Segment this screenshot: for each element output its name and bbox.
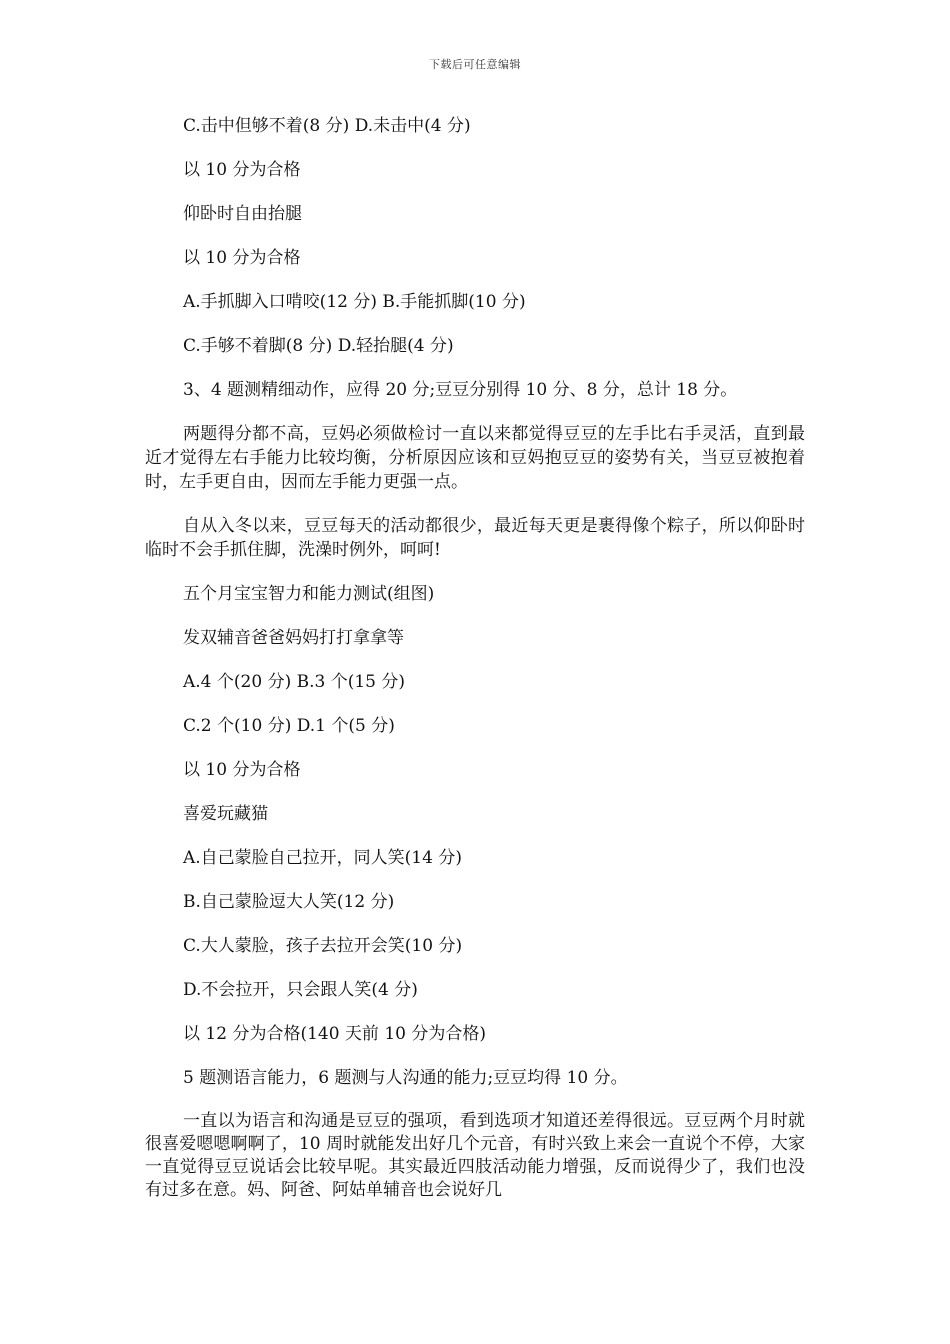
page-header: 下载后可任意编辑 — [429, 58, 521, 71]
text-line: 发双辅音爸爸妈妈打打拿拿等 — [183, 628, 404, 648]
text-line: A.自己蒙脸自己拉开，同人笑(14 分) — [183, 848, 462, 868]
text-line: 3、4 题测精细动作，应得 20 分;豆豆分别得 10 分、8 分，总计 18 分。 — [183, 380, 738, 400]
text-line: B.自己蒙脸逗大人笑(12 分) — [183, 892, 395, 912]
document-body — [145, 114, 805, 1222]
text-line: 喜爱玩藏猫 — [183, 804, 268, 824]
text-line: 以 10 分为合格 — [183, 248, 301, 268]
paragraph: 两题得分都不高，豆妈必须做检讨一直以来都觉得豆豆的左手比右手灵活，直到最近才觉得左右手能力比较均衡，分析原因应该和豆妈抱豆豆的姿势有关，当豆豆被抱着时，左手更自由，因而左手能力更强一点。 — [145, 424, 805, 492]
text-line: 以 10 分为合格 — [183, 160, 301, 180]
section-title: 五个月宝宝智力和能力测试(组图) — [183, 584, 435, 604]
text-line: A.手抓脚入口啃咬(12 分) B.手能抓脚(10 分) — [183, 292, 526, 312]
text-line: A.4 个(20 分) B.3 个(15 分) — [183, 672, 406, 692]
text-line: C.大人蒙脸，孩子去拉开会笑(10 分) — [183, 936, 463, 956]
text-line: C.2 个(10 分) D.1 个(5 分) — [183, 716, 395, 736]
paragraph: 自从入冬以来，豆豆每天的活动都很少，最近每天更是裹得像个粽子，所以仰卧时临时不会手抓住脚，洗澡时例外，呵呵! — [145, 516, 805, 560]
text-line: D.不会拉开，只会跟人笑(4 分) — [183, 980, 418, 1000]
text-line: C.击中但够不着(8 分) D.未击中(4 分) — [183, 116, 471, 136]
text-line: C.手够不着脚(8 分) D.轻抬腿(4 分) — [183, 336, 454, 356]
text-line: 以 10 分为合格 — [183, 760, 301, 780]
text-line: 以 12 分为合格(140 天前 10 分为合格) — [183, 1024, 486, 1044]
text-line: 5 题测语言能力，6 题测与人沟通的能力;豆豆均得 10 分。 — [183, 1068, 628, 1088]
paragraph: 一直以为语言和沟通是豆豆的强项，看到选项才知道还差得很远。豆豆两个月时就很喜爱嗯嗯啊啊了，10 周时就能发出好几个元音，有时兴致上来会一直说个不停，大家一直觉得豆豆说话会比较早呢。其实最近四肢活动能力增强，反而说得少了，我们也没有过多在意。妈、阿爸、阿姑单辅音也会说好几 — [145, 1111, 805, 1200]
text-line: 仰卧时自由抬腿 — [183, 204, 302, 224]
